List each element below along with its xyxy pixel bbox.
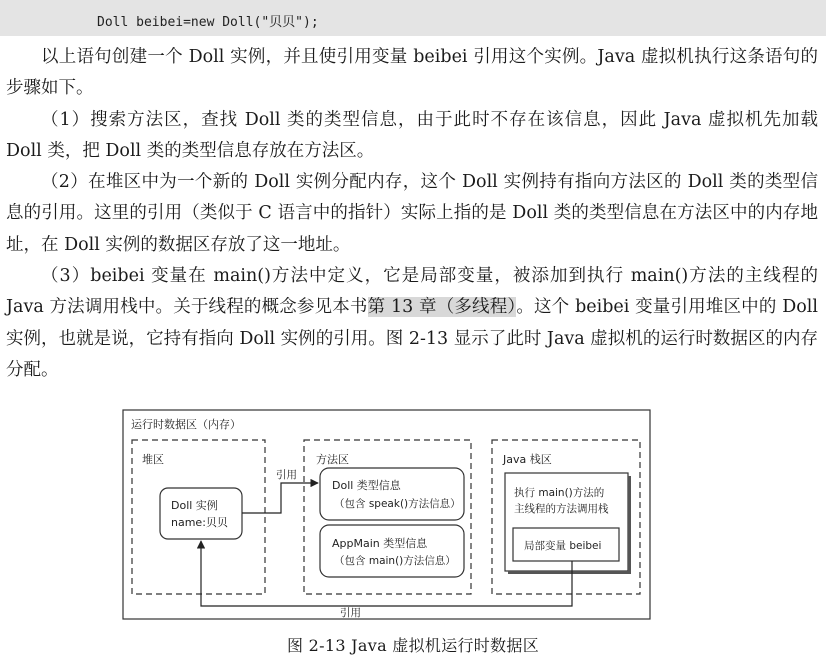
thread-stack-line2: 主线程的方法调用栈 xyxy=(514,503,609,515)
doll-instance-box xyxy=(160,488,242,539)
thread-stack-box-shadow xyxy=(628,476,631,574)
appmain-type-info-box xyxy=(320,525,464,577)
doll-instance-line2: name:贝贝 xyxy=(171,516,228,529)
doll-type-info-line1: Doll 类型信息 xyxy=(332,479,401,492)
heap-label: 堆区 xyxy=(142,453,164,466)
method-label: 方法区 xyxy=(316,453,349,466)
doll-instance-line1: Doll 实例 xyxy=(171,499,218,512)
java-stack-label: Java 栈区 xyxy=(503,453,552,466)
outer-label: 运行时数据区（内存） xyxy=(131,418,241,431)
paragraph-4-text-b: 。这个 beibei 变量引用堆区中的 Doll 实例，也就是说，它持有指向 Doll 实例的引用。图 2-13 显示了此时 Java 虚拟机的运行时数据区的内存分配。 xyxy=(6,297,818,380)
doll-type-info-line2: （包含 speak()方法信息） xyxy=(334,498,461,510)
paragraph-4-text-a: （3）beibei 变量在 main()方法中定义，它是局部变量，被添加到执行 main()方法的主线程的 Java 方法调用栈中。关于线程的概念参见本书 xyxy=(6,266,818,318)
paragraph-3: （2）在堆区中为一个新的 Doll 实例分配内存，这个 Doll 实例持有指向方法区的 Doll 类的类型信息的引用。这里的引用（类似于 C 语言中的指针）实际上指的是 Doll 类的类型信息在方法区中的内存地址，在 Doll 实例的数据区存放了这一地址。 xyxy=(6,172,818,255)
figure-caption: 图 2-13 Java 虚拟机运行时数据区 xyxy=(286,636,540,655)
local-variable-label: 局部变量 beibei xyxy=(524,540,602,552)
paragraph-2: （1）搜索方法区，查找 Doll 类的类型信息，由于此时不存在该信息，因此 Java 虚拟机先加载 Doll 类，把 Doll 类的类型信息存放在方法区。 xyxy=(6,109,818,161)
chapter-reference-link[interactable]: 第 13 章（多线程） xyxy=(367,297,517,318)
reference-label-top: 引用 xyxy=(276,469,297,481)
reference-label-bottom: 引用 xyxy=(340,607,361,619)
code-line: Doll beibei=new Doll("贝贝"); xyxy=(97,15,319,30)
reference-arrow-instance-to-type xyxy=(242,483,318,513)
thread-stack-box-shadow-bottom xyxy=(508,571,631,574)
appmain-type-info-line2: （包含 main()方法信息） xyxy=(334,555,456,567)
doll-type-info-box xyxy=(320,468,464,520)
thread-stack-line1: 执行 main()方法的 xyxy=(514,487,605,499)
appmain-type-info-line1: AppMain 类型信息 xyxy=(332,537,428,550)
paragraph-1: 以上语句创建一个 Doll 实例，并且使引用变量 beibei 引用这个实例。Java 虚拟机执行这条语句的步骤如下。 xyxy=(6,47,818,99)
